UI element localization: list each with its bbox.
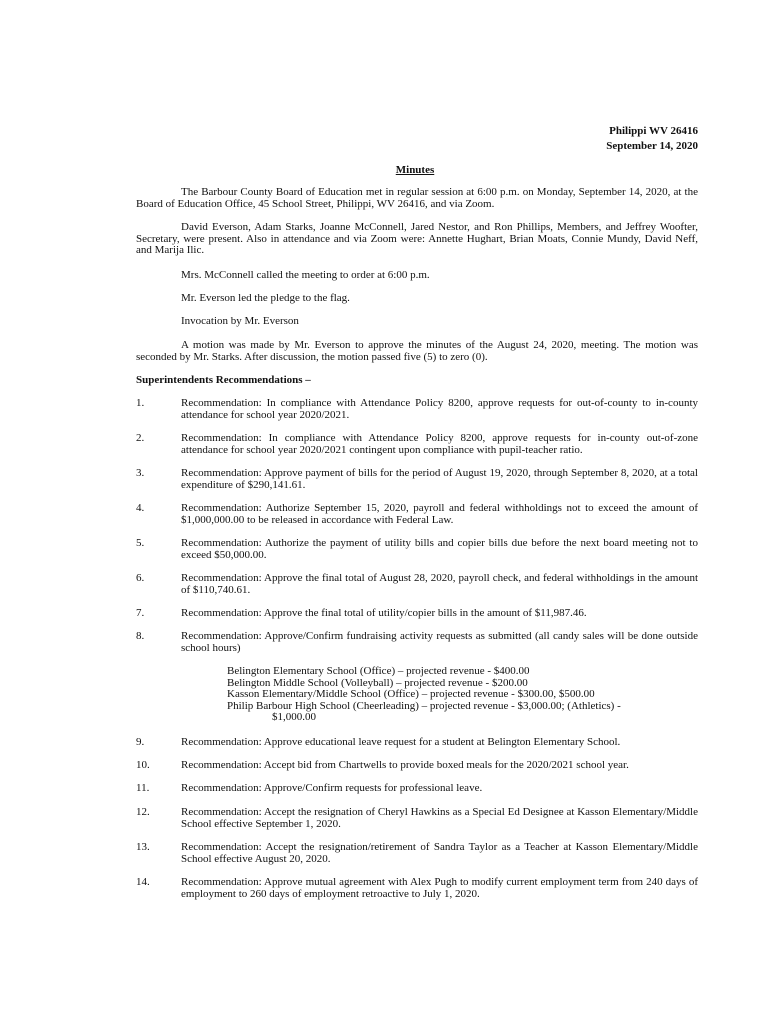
item-text: Recommendation: Accept the resignation of Cheryl Hawkins as a Special Ed Designee at Kasson Elementary/Middle School effective September 1, 2020. [181,806,698,830]
item-number: 4. [136,502,145,514]
paragraph-invocation: Invocation by Mr. Everson [181,315,299,327]
item-number: 10. [136,759,150,771]
item-text: Recommendation: Authorize the payment of utility bills and copier bills due before the next board meeting not to exceed $50,000.00. [181,537,698,561]
item-number: 11. [136,782,150,794]
fundraising-line: Belington Middle School (Volleyball) – projected revenue - $200.00 [227,676,528,689]
paragraph-session [136,187,698,210]
item-number: 2. [136,432,145,444]
header-location: Philippi WV 26416 [609,125,698,137]
item-text: Recommendation: Approve the final total of August 28, 2020, payroll check, and federal withholdings in the amount of $110,740.61. [181,572,698,596]
fundraising-line: Kasson Elementary/Middle School (Office) – projected revenue - $300.00, $500.00 [227,688,595,701]
item-number: 5. [136,537,145,549]
paragraph-text: A motion was made by Mr. Everson to approve the minutes of the August 24, 2020, meeting. The motion was seconded by Mr. Starks. After discussion, the motion passed five (5) to zero (0). [136,339,698,363]
section-heading: Superintendents Recommendations – [136,374,311,386]
paragraph-text: David Everson, Adam Starks, Joanne McConnell, Jared Nestor, and Ron Phillips, Members, and Jeffrey Woofter, Secretary, were present. Also in attendance and via Zoom were: Annette Hughart, Brian Moats, Connie Mundy, David Neff, and Marija Ilic. [136,221,698,257]
item-number: 13. [136,841,150,853]
item-text: Recommendation: Approve/Confirm requests for professional leave. [181,782,483,794]
fundraising-line: $1,000.00 [272,711,316,724]
item-number: 7. [136,607,145,619]
item-text: Recommendation: Authorize September 15, 2020, payroll and federal withholdings not to exceed the amount of $1,000,000.00 to be released in accordance with Federal Law. [181,502,698,526]
item-number: 1. [136,397,145,409]
item-number: 3. [136,467,145,479]
fundraising-line: Philip Barbour High School (Cheerleading) – projected revenue - $3,000.00; (Athletics) - [227,699,621,712]
item-text: Recommendation: Accept bid from Chartwells to provide boxed meals for the 2020/2021 school year. [181,759,629,771]
item-text: Recommendation: Approve mutual agreement with Alex Pugh to modify current employment term from 240 days of employment to 260 days of employment retroactive to July 1, 2020. [181,876,698,900]
item-text: Recommendation: Approve educational leave request for a student at Belington Elementary School. [181,736,621,748]
item-number: 6. [136,572,145,584]
item-text: Recommendation: Approve/Confirm fundraising activity requests as submitted (all candy sales will be done outside school hours) [181,630,698,654]
fundraising-list [227,666,707,724]
fundraising-line: Belington Elementary School (Office) – projected revenue - $400.00 [227,665,530,677]
item-number: 8. [136,630,145,642]
item-text: Recommendation: Approve payment of bills for the period of August 19, 2020, through September 8, 2020, at a total expenditure of $290,141.61. [181,467,698,491]
item-number: 12. [136,806,150,818]
document-title: Minutes [395,164,435,176]
paragraph-call-to-order: Mrs. McConnell called the meeting to order at 6:00 p.m. [181,269,430,281]
item-number: 9. [136,736,145,748]
paragraph-text: The Barbour County Board of Education met in regular session at 6:00 p.m. on Monday, September 14, 2020, at the Board of Education Office, 45 School Street, Philippi, WV 26416, and via Zoom. [136,186,698,210]
item-text: Recommendation: In compliance with Attendance Policy 8200, approve requests for in-county out-of-zone attendance for school year 2020/2021 contingent upon compliance with pupil-teacher ratio. [181,432,698,456]
item-text: Recommendation: Approve the final total of utility/copier bills in the amount of $11,987.46. [181,607,587,619]
item-text: Recommendation: Accept the resignation/retirement of Sandra Taylor as a Teacher at Kasson Elementary/Middle School effective August 20, 2020. [181,841,698,865]
item-number: 14. [136,876,150,888]
paragraph-minutes-motion [136,340,698,363]
header-date: September 14, 2020 [606,140,698,152]
paragraph-pledge: Mr. Everson led the pledge to the flag. [181,292,350,304]
paragraph-attendance [136,222,698,257]
item-text: Recommendation: In compliance with Attendance Policy 8200, approve requests for out-of-county to in-county attendance for school year 2020/2021. [181,397,698,421]
